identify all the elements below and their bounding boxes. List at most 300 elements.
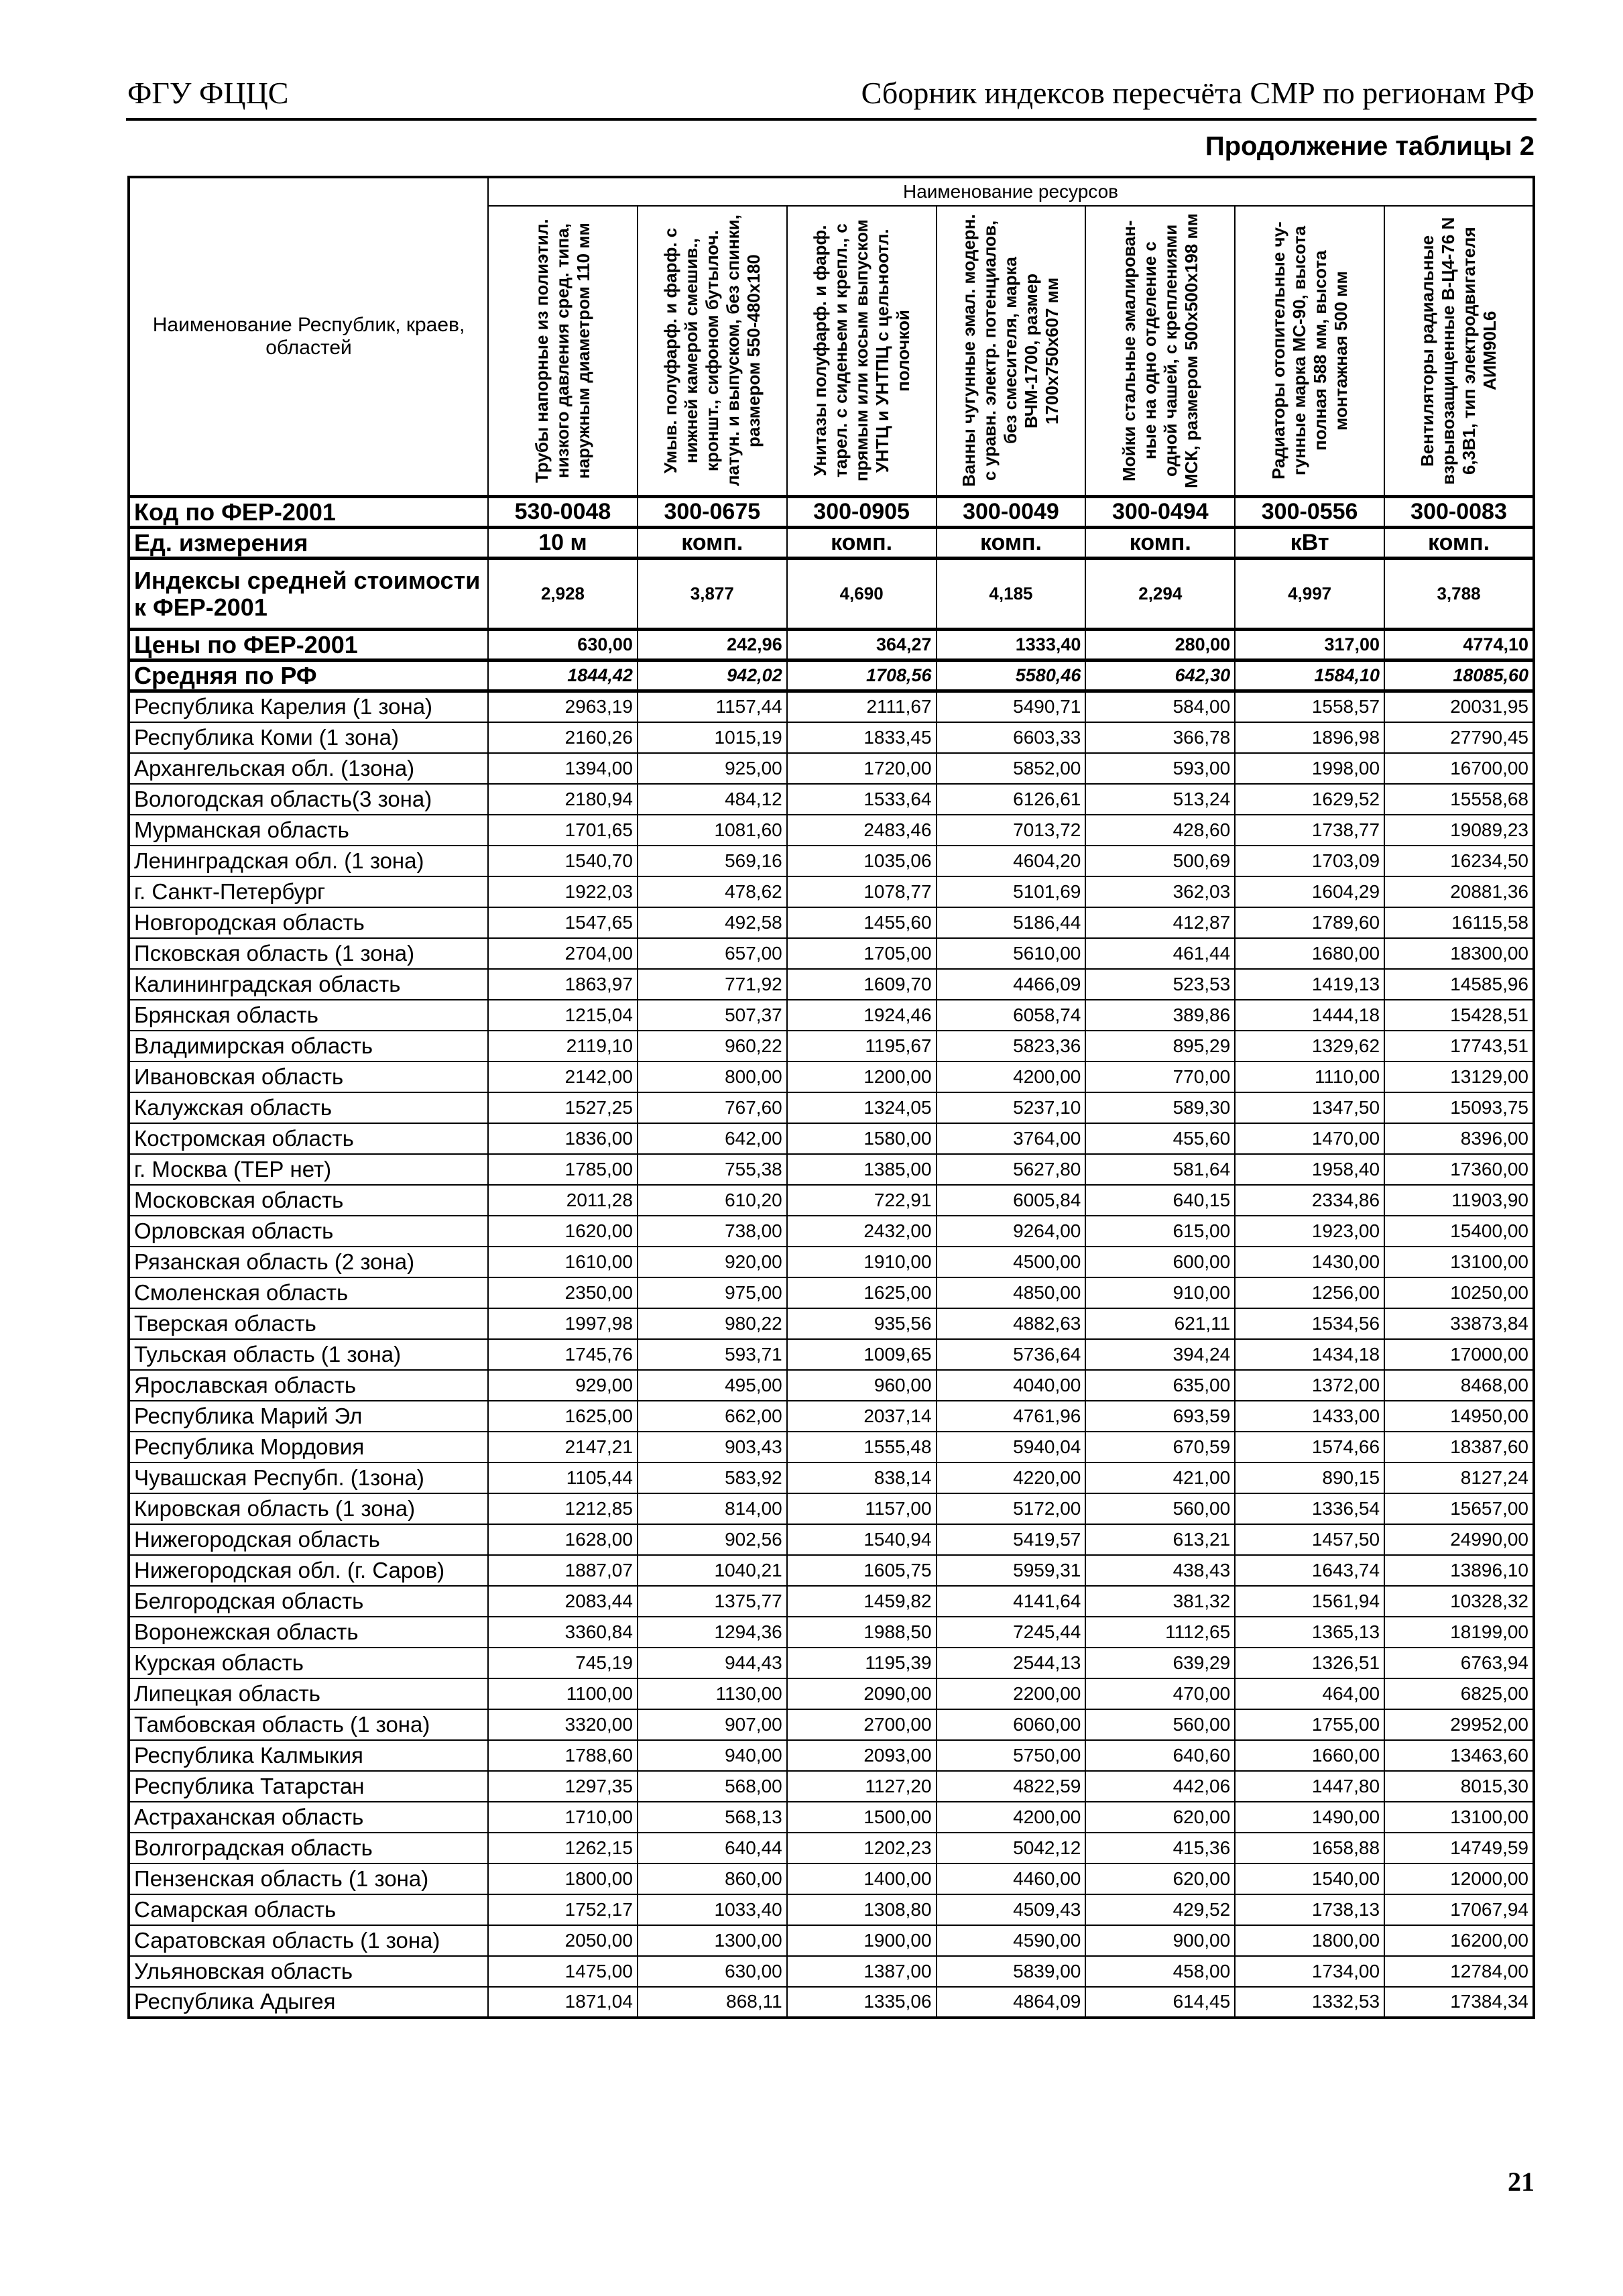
price-cell: 4882,63 [937,1308,1086,1339]
table-row [129,1925,1534,1956]
price-cell: 814,00 [638,1493,787,1524]
price-cell: 10328,32 [1384,1586,1534,1617]
price-cell: 584,00 [1085,691,1235,722]
price-cell: 1372,00 [1235,1370,1384,1401]
price-cell: 868,11 [638,1987,787,2018]
price-cell: 17360,00 [1384,1154,1534,1185]
price-cell: 8015,30 [1384,1771,1534,1802]
table-row [129,1555,1534,1586]
cell-code: 530-0048 [488,497,638,528]
price-cell: 621,11 [1085,1308,1235,1339]
price-cell: 4141,64 [937,1586,1086,1617]
price-cell: 1157,44 [638,691,787,722]
price-cell: 593,00 [1085,753,1235,784]
price-cell: 1628,00 [488,1524,638,1555]
price-cell: 755,38 [638,1154,787,1185]
cell-unit: кВт [1235,528,1384,559]
price-cell: 458,00 [1085,1956,1235,1987]
price-cell: 1738,77 [1235,815,1384,846]
price-cell: 593,71 [638,1339,787,1370]
region-name: Республика Коми (1 зона) [129,722,488,753]
price-cell: 1752,17 [488,1894,638,1925]
price-cell: 903,43 [638,1432,787,1462]
table-row [129,1123,1534,1154]
price-cell: 1385,00 [787,1154,937,1185]
price-cell: 1561,94 [1235,1586,1384,1617]
price-cell: 2704,00 [488,938,638,969]
price-cell: 495,00 [638,1370,787,1401]
table-row [129,1833,1534,1863]
cell-index: 3,788 [1384,559,1534,630]
price-cell: 4466,09 [937,969,1086,1000]
price-cell: 1212,85 [488,1493,638,1524]
price-cell: 18300,00 [1384,938,1534,969]
price-cell: 1434,18 [1235,1339,1384,1370]
price-cell: 1720,00 [787,753,937,784]
resource-name-text: Радиаторы отопительные чу-гунные марка МС-90, высота полная 588 мм, высота монтажная 500 мм [1268,221,1351,480]
price-cell: 15558,68 [1384,784,1534,815]
price-cell: 1447,80 [1235,1771,1384,1802]
price-cell: 13463,60 [1384,1740,1534,1771]
table-row [129,907,1534,938]
cell-code: 300-0083 [1384,497,1534,528]
table-row [129,1185,1534,1216]
row-label: Цены по ФЕР-2001 [129,630,488,661]
price-cell: 662,00 [638,1401,787,1432]
price-cell: 1610,00 [488,1247,638,1277]
region-name: Псковская область (1 зона) [129,938,488,969]
price-cell: 5186,44 [937,907,1086,938]
price-cell: 960,00 [787,1370,937,1401]
table-row [129,1524,1534,1555]
table-row [129,1802,1534,1833]
resource-name-text: Вентиляторы радиальные взрывозащищенные В-Ц4-76 N 6,3В1, тип электродвигателя АИМ90L6 [1417,217,1500,485]
price-cell: 1540,94 [787,1524,937,1555]
table-row [129,1956,1534,1987]
price-cell: 980,22 [638,1308,787,1339]
region-name: Рязанская область (2 зона) [129,1247,488,1277]
price-cell: 1788,60 [488,1740,638,1771]
price-cell: 6126,61 [937,784,1086,815]
price-cell: 1110,00 [1235,1061,1384,1092]
region-name: Республика Карелия (1 зона) [129,691,488,722]
price-cell: 478,62 [638,876,787,907]
price-cell: 18199,00 [1384,1617,1534,1648]
region-name: Мурманская область [129,815,488,846]
price-cell: 895,29 [1085,1031,1235,1061]
price-cell: 910,00 [1085,1277,1235,1308]
resource-name-header [1085,206,1235,497]
price-cell: 5852,00 [937,753,1086,784]
price-cell: 640,15 [1085,1185,1235,1216]
price-cell: 1157,00 [787,1493,937,1524]
russia-average-row [129,661,1534,691]
price-cell: 13896,10 [1384,1555,1534,1586]
price-cell: 13129,00 [1384,1061,1534,1092]
price-cell: 2011,28 [488,1185,638,1216]
price-cell: 1400,00 [787,1863,937,1894]
region-name: Республика Адыгея [129,1987,488,2018]
price-cell: 492,58 [638,907,787,938]
region-name: Чувашская Респубп. (1зона) [129,1462,488,1493]
cell-price: 1333,40 [937,630,1086,661]
cell-unit: 10 м [488,528,638,559]
region-name: Астраханская область [129,1802,488,1833]
table-row [129,1648,1534,1678]
table-row [129,1462,1534,1493]
price-cell: 523,53 [1085,969,1235,1000]
price-cell: 568,00 [638,1771,787,1802]
price-cell: 860,00 [638,1863,787,1894]
table-row [129,1000,1534,1031]
price-cell: 614,45 [1085,1987,1235,2018]
cell-average: 1584,10 [1235,661,1384,691]
price-cell: 1923,00 [1235,1216,1384,1247]
price-cell: 1547,65 [488,907,638,938]
price-cell: 975,00 [638,1277,787,1308]
price-cell: 5736,64 [937,1339,1086,1370]
region-name: Ленинградская обл. (1 зона) [129,846,488,876]
price-cell: 421,00 [1085,1462,1235,1493]
region-name: Ивановская область [129,1061,488,1092]
table-row [129,1432,1534,1462]
table-row [129,1493,1534,1524]
price-cell: 2090,00 [787,1678,937,1709]
price-cell: 630,00 [638,1956,787,1987]
price-cell: 838,14 [787,1462,937,1493]
resource-name-header [488,206,638,497]
price-cell: 569,16 [638,846,787,876]
price-cell: 1836,00 [488,1123,638,1154]
price-cell: 16200,00 [1384,1925,1534,1956]
price-cell: 1009,65 [787,1339,937,1370]
price-cell: 1387,00 [787,1956,937,1987]
price-cell: 1625,00 [787,1277,937,1308]
price-cell: 940,00 [638,1740,787,1771]
price-cell: 2160,26 [488,722,638,753]
price-cell: 464,00 [1235,1678,1384,1709]
price-cell: 610,20 [638,1185,787,1216]
price-cell: 560,00 [1085,1493,1235,1524]
cell-unit: комп. [937,528,1086,559]
price-cell: 1033,40 [638,1894,787,1925]
price-cell: 1998,00 [1235,753,1384,784]
region-name: Кировская область (1 зона) [129,1493,488,1524]
price-cell: 455,60 [1085,1123,1235,1154]
price-cell: 770,00 [1085,1061,1235,1092]
price-cell: 1558,57 [1235,691,1384,722]
cell-code: 300-0556 [1235,497,1384,528]
region-name: Тверская область [129,1308,488,1339]
price-cell: 1896,98 [1235,722,1384,753]
price-cell: 2483,46 [787,815,937,846]
price-cell: 5101,69 [937,876,1086,907]
table-row [129,1247,1534,1277]
price-cell: 1455,60 [787,907,937,938]
price-cell: 1078,77 [787,876,937,907]
price-cell: 1958,40 [1235,1154,1384,1185]
price-cell: 9264,00 [937,1216,1086,1247]
price-cell: 4460,00 [937,1863,1086,1894]
table-continuation-label: Продолжение таблицы 2 [1205,131,1535,161]
price-cell: 1800,00 [1235,1925,1384,1956]
price-cell: 18387,60 [1384,1432,1534,1462]
price-cell: 1900,00 [787,1925,937,1956]
price-cell: 2200,00 [937,1678,1086,1709]
price-cell: 2180,94 [488,784,638,815]
price-cell: 362,03 [1085,876,1235,907]
table-row [129,1216,1534,1247]
region-name: Республика Калмыкия [129,1740,488,1771]
region-name: Республика Татарстан [129,1771,488,1802]
price-cell: 1130,00 [638,1678,787,1709]
table-row [129,1308,1534,1339]
price-cell: 15093,75 [1384,1092,1534,1123]
price-cell: 1326,51 [1235,1648,1384,1678]
price-cell: 1887,07 [488,1555,638,1586]
table-row [129,1987,1534,2018]
table-row [129,1709,1534,1740]
price-cell: 738,00 [638,1216,787,1247]
resource-name-text: Унитазы полуфарф. и фарф. тарел. с сиденьем и крепл., с прямым или косым выпуском УНТЦ и УНТПЦ с цельноотл. полочкой [809,219,913,482]
table-row [129,1277,1534,1308]
price-cell: 16115,58 [1384,907,1534,938]
price-cell: 4200,00 [937,1802,1086,1833]
table-row [129,753,1534,784]
price-cell: 2083,44 [488,1586,638,1617]
regional-index-table [127,176,1535,2019]
price-cell: 12000,00 [1384,1863,1534,1894]
table-row [129,846,1534,876]
price-cell: 6763,94 [1384,1648,1534,1678]
region-name: Ярославская область [129,1370,488,1401]
table-row [129,1740,1534,1771]
price-cell: 507,37 [638,1000,787,1031]
price-cell: 4864,09 [937,1987,1086,2018]
row-label: Средняя по РФ [129,661,488,691]
price-cell: 1347,50 [1235,1092,1384,1123]
price-cell: 20881,36 [1384,876,1534,907]
price-cell: 1127,20 [787,1771,937,1802]
table-row [129,1894,1534,1925]
price-cell: 29952,00 [1384,1709,1534,1740]
price-cell: 6060,00 [937,1709,1086,1740]
table-row [129,1617,1534,1648]
price-cell: 412,87 [1085,907,1235,938]
price-cell: 583,92 [638,1462,787,1493]
row-label: Индексы средней стоимости к ФЕР-2001 [129,559,488,630]
cell-price: 364,27 [787,630,937,661]
price-cell: 16234,50 [1384,846,1534,876]
price-cell: 1643,74 [1235,1555,1384,1586]
price-cell: 14950,00 [1384,1401,1534,1432]
region-name: Костромская область [129,1123,488,1154]
resource-name-text: Трубы напорные из полиэтил. низкого давления сред. типа, наружным диаметром 110 мм [531,219,593,483]
region-name: Владимирская область [129,1031,488,1061]
price-cell: 920,00 [638,1247,787,1277]
price-cell: 19089,23 [1384,815,1534,846]
price-cell: 1332,53 [1235,1987,1384,2018]
cell-code: 300-0675 [638,497,787,528]
resource-name-header [787,206,937,497]
price-cell: 767,60 [638,1092,787,1123]
price-cell: 428,60 [1085,815,1235,846]
price-cell: 1540,70 [488,846,638,876]
price-cell: 1540,00 [1235,1863,1384,1894]
price-cell: 1738,13 [1235,1894,1384,1925]
price-cell: 2093,00 [787,1740,937,1771]
price-cell: 620,00 [1085,1863,1235,1894]
table-row [129,969,1534,1000]
region-name: Курская область [129,1648,488,1678]
price-cell: 4220,00 [937,1462,1086,1493]
price-cell: 4500,00 [937,1247,1086,1277]
price-cell: 513,24 [1085,784,1235,815]
price-cell: 6603,33 [937,722,1086,753]
price-cell: 1555,48 [787,1432,937,1462]
price-cell: 2544,13 [937,1648,1086,1678]
price-cell: 2119,10 [488,1031,638,1061]
cell-index: 4,690 [787,559,937,630]
price-cell: 1365,13 [1235,1617,1384,1648]
price-cell: 1459,82 [787,1586,937,1617]
price-cell: 1833,45 [787,722,937,753]
price-cell: 4822,59 [937,1771,1086,1802]
price-cell: 15400,00 [1384,1216,1534,1247]
price-cell: 1308,80 [787,1894,937,1925]
price-cell: 1534,56 [1235,1308,1384,1339]
price-cell: 925,00 [638,753,787,784]
price-cell: 568,13 [638,1802,787,1833]
price-cell: 1922,03 [488,876,638,907]
resource-name-text: Мойки стальные эмалирован-ные на одно отделение с одной чашей, с креплениями МСК, размером 500х500х198 мм [1118,213,1201,488]
price-cell: 581,64 [1085,1154,1235,1185]
cell-price: 630,00 [488,630,638,661]
table-body [129,497,1534,2018]
price-cell: 2963,19 [488,691,638,722]
price-cell: 6058,74 [937,1000,1086,1031]
price-cell: 1336,54 [1235,1493,1384,1524]
price-cell: 484,12 [638,784,787,815]
price-cell: 1035,06 [787,846,937,876]
resource-name-text: Ванны чугунные эмал. модерн. с уравн. электр. потенциалов, без смесителя, марка ВЧМ-1700, размер 1700х750х607 мм [959,214,1063,487]
cell-price: 280,00 [1085,630,1235,661]
region-name: Калининградская область [129,969,488,1000]
cell-average: 642,30 [1085,661,1235,691]
price-cell: 1419,13 [1235,969,1384,1000]
price-cell: 14749,59 [1384,1833,1534,1863]
price-cell: 1605,75 [787,1555,937,1586]
region-name: Тамбовская область (1 зона) [129,1709,488,1740]
price-cell: 935,56 [787,1308,937,1339]
price-cell: 1755,00 [1235,1709,1384,1740]
price-cell: 27790,45 [1384,722,1534,753]
price-cell: 1500,00 [787,1802,937,1833]
price-cell: 13100,00 [1384,1247,1534,1277]
region-name: Вологодская область(3 зона) [129,784,488,815]
price-cell: 1375,77 [638,1586,787,1617]
region-name: Воронежская область [129,1617,488,1648]
cell-code: 300-0905 [787,497,937,528]
price-cell: 415,36 [1085,1833,1235,1863]
price-cell: 4200,00 [937,1061,1086,1092]
cell-index: 4,997 [1235,559,1384,630]
region-name: Орловская область [129,1216,488,1247]
cell-code: 300-0049 [937,497,1086,528]
price-cell: 900,00 [1085,1925,1235,1956]
region-name: Саратовская область (1 зона) [129,1925,488,1956]
price-cell: 5627,80 [937,1154,1086,1185]
price-cell: 5490,71 [937,691,1086,722]
resources-group-header: Наименование ресурсов [488,177,1534,206]
table-row [129,1061,1534,1092]
region-name: Смоленская область [129,1277,488,1308]
price-cell: 3764,00 [937,1123,1086,1154]
price-cell: 2037,14 [787,1401,937,1432]
price-cell: 2142,00 [488,1061,638,1092]
price-cell: 1040,21 [638,1555,787,1586]
page-number: 21 [1508,2167,1535,2197]
price-cell: 5823,36 [937,1031,1086,1061]
table-row [129,722,1534,753]
price-cell: 4604,20 [937,846,1086,876]
row-label: Ед. измерения [129,528,488,559]
price-cell: 902,56 [638,1524,787,1555]
cell-index: 3,877 [638,559,787,630]
price-cell: 560,00 [1085,1709,1235,1740]
price-cell: 1745,76 [488,1339,638,1370]
price-cell: 642,00 [638,1123,787,1154]
table-row [129,1031,1534,1061]
region-name: Республика Мордовия [129,1432,488,1462]
cell-price: 4774,10 [1384,630,1534,661]
price-cell: 6825,00 [1384,1678,1534,1709]
table-row [129,938,1534,969]
price-cell: 16700,00 [1384,753,1534,784]
table-row [129,1154,1534,1185]
cell-average: 5580,46 [937,661,1086,691]
price-cell: 1335,06 [787,1987,937,2018]
price-cell: 17067,94 [1384,1894,1534,1925]
price-cell: 1527,25 [488,1092,638,1123]
price-cell: 1202,23 [787,1833,937,1863]
price-cell: 1329,62 [1235,1031,1384,1061]
row-label: Код по ФЕР-2001 [129,497,488,528]
price-cell: 500,69 [1085,846,1235,876]
price-cell: 8468,00 [1384,1370,1534,1401]
table-row [129,1401,1534,1432]
price-cell: 1112,65 [1085,1617,1235,1648]
price-cell: 1015,19 [638,722,787,753]
table-row [129,1771,1534,1802]
price-cell: 1294,36 [638,1617,787,1648]
price-cell: 1734,00 [1235,1956,1384,1987]
price-cell: 10250,00 [1384,1277,1534,1308]
price-cell: 620,00 [1085,1802,1235,1833]
price-cell: 15428,51 [1384,1000,1534,1031]
price-cell: 1394,00 [488,753,638,784]
price-cell: 4509,43 [937,1894,1086,1925]
cell-average: 18085,60 [1384,661,1534,691]
table-row [129,1586,1534,1617]
price-cell: 2050,00 [488,1925,638,1956]
price-cell: 800,00 [638,1061,787,1092]
price-cell: 4761,96 [937,1401,1086,1432]
price-cell: 640,44 [638,1833,787,1863]
price-cell: 442,06 [1085,1771,1235,1802]
price-cell: 890,15 [1235,1462,1384,1493]
price-cell: 1800,00 [488,1863,638,1894]
